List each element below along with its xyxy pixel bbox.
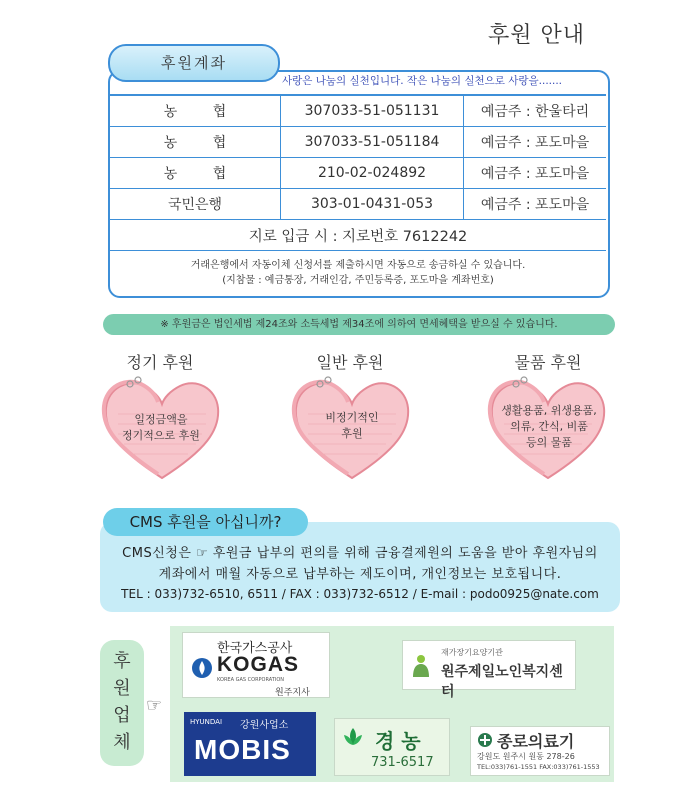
cms-line: 계좌에서 매월 자동으로 납부하는 제도이며, 개인정보는 보호됩니다. [158, 567, 562, 582]
medical-supply-logo [470, 726, 610, 776]
medical-phone: TEL:033)761-1551 FAX:033)761-1553 [477, 763, 600, 771]
account-number: 303-01-0431-053 [281, 189, 464, 220]
pointing-hand-icon: ☞ [146, 695, 163, 716]
sponsor-label-char: 후 [113, 651, 131, 672]
heart-text-line: 의류, 간식, 비품 [510, 420, 588, 433]
cms-line: CMS신청은 ☞ 후원금 납부의 편의를 위해 금융결제원의 도움을 받아 후원자님의 [122, 546, 598, 561]
account-tab-label: 후원계좌 [108, 44, 280, 82]
heart-text [486, 403, 612, 451]
heart-text-line: 등의 물품 [525, 436, 572, 449]
notice-line: 거래은행에서 자동이체 신청서를 제출하시면 자동으로 송금하실 수 있습니다. [190, 260, 526, 271]
mobis-logo [184, 712, 316, 776]
giro-number: 지로 입금 시 : 지로번호 7612242 [110, 220, 606, 251]
kogas-flame-icon [191, 657, 213, 679]
heart-text-line: 후원 [341, 427, 363, 440]
heart-text-line: 일정금액을 [134, 413, 188, 426]
support-type-title: 정기 후원 [126, 353, 194, 372]
bank-name: 국민은행 [110, 189, 281, 220]
notice-line: (지참물 : 예금통장, 거래인감, 주민등록증, 포도마을 계좌번호) [222, 275, 494, 286]
nonghyup-phone: 731-6517 [371, 755, 434, 770]
welfare-center-logo [402, 640, 576, 700]
heart-text-line: 정기적으로 후원 [122, 429, 200, 442]
nonghyup-emblem-icon [341, 725, 365, 749]
sponsor-label [100, 640, 144, 766]
account-row [110, 189, 606, 220]
nonghyup-name: 경 농 [375, 729, 421, 753]
slogan: 사랑은 나눔의 실천입니다. 작은 나눔의 실천으로 사랑을....... [282, 75, 563, 87]
kogas-branch: 원주지사 [275, 688, 310, 698]
medical-emblem-icon [477, 732, 493, 748]
sponsor-label-char: 체 [113, 732, 131, 753]
account-holder: 예금주 : 포도마을 [464, 158, 607, 189]
account-number: 210-02-024892 [281, 158, 464, 189]
heart-text [297, 410, 407, 442]
medical-address: 강원도 원주시 원동 278-26 [477, 752, 575, 761]
page-title: 후원 안내 [488, 23, 586, 48]
medical-name: 종로의료기 [497, 732, 575, 751]
bank-name: 농 협 [110, 158, 281, 189]
support-type-title: 물품 후원 [514, 353, 582, 372]
giro-row [110, 220, 606, 251]
account-row [110, 96, 606, 127]
account-holder: 예금주 : 포도마을 [464, 189, 607, 220]
mobis-brand-small: HYUNDAI [190, 718, 223, 726]
cms-heading: CMS 후원을 아십니까? [103, 508, 308, 536]
kogas-logo [182, 632, 330, 698]
account-number: 307033-51-051131 [281, 96, 464, 127]
account-table [110, 96, 606, 251]
contact-info: TEL : 033)732-6510, 6511 / FAX : 033)732-6512 / E-mail : podo0925@nate.com [121, 587, 599, 601]
sponsor-label-char: 업 [113, 705, 131, 726]
bank-name: 농 협 [110, 96, 281, 127]
sponsor-label-char: 원 [113, 678, 131, 699]
heart-text-line: 비정기적인 [325, 411, 379, 424]
person-leaf-icon [409, 653, 433, 679]
welfare-subtitle: 재가장기요양기관 [441, 648, 503, 657]
kogas-english-name: KOGAS [217, 653, 300, 676]
account-holder: 예금주 : 한울타리 [464, 96, 607, 127]
bank-name: 농 협 [110, 127, 281, 158]
account-number: 307033-51-051184 [281, 127, 464, 158]
account-holder: 예금주 : 포도마을 [464, 127, 607, 158]
kogas-korean-name: 한국가스공사 [217, 641, 293, 656]
account-row [110, 158, 606, 189]
heart-text [106, 412, 216, 444]
welfare-name: 원주제일노인복지센터 [441, 664, 563, 700]
mobis-branch: 강원사업소 [240, 720, 289, 731]
mobis-name: MOBIS [194, 734, 291, 765]
kogas-subtitle: KOREA GAS CORPORATION [217, 677, 285, 683]
auto-transfer-notice [112, 258, 604, 288]
sponsor-panel [170, 626, 614, 782]
support-type-title: 일반 후원 [316, 353, 384, 372]
heart-text-line: 생활용품, 위생용품, [501, 404, 597, 417]
account-row [110, 127, 606, 158]
nonghyup-logo [334, 718, 450, 776]
tax-notice: ※ 후원금은 법인세법 제24조와 소득세법 제34조에 의하여 면세혜택을 받으실 수 있습니다. [103, 314, 615, 335]
